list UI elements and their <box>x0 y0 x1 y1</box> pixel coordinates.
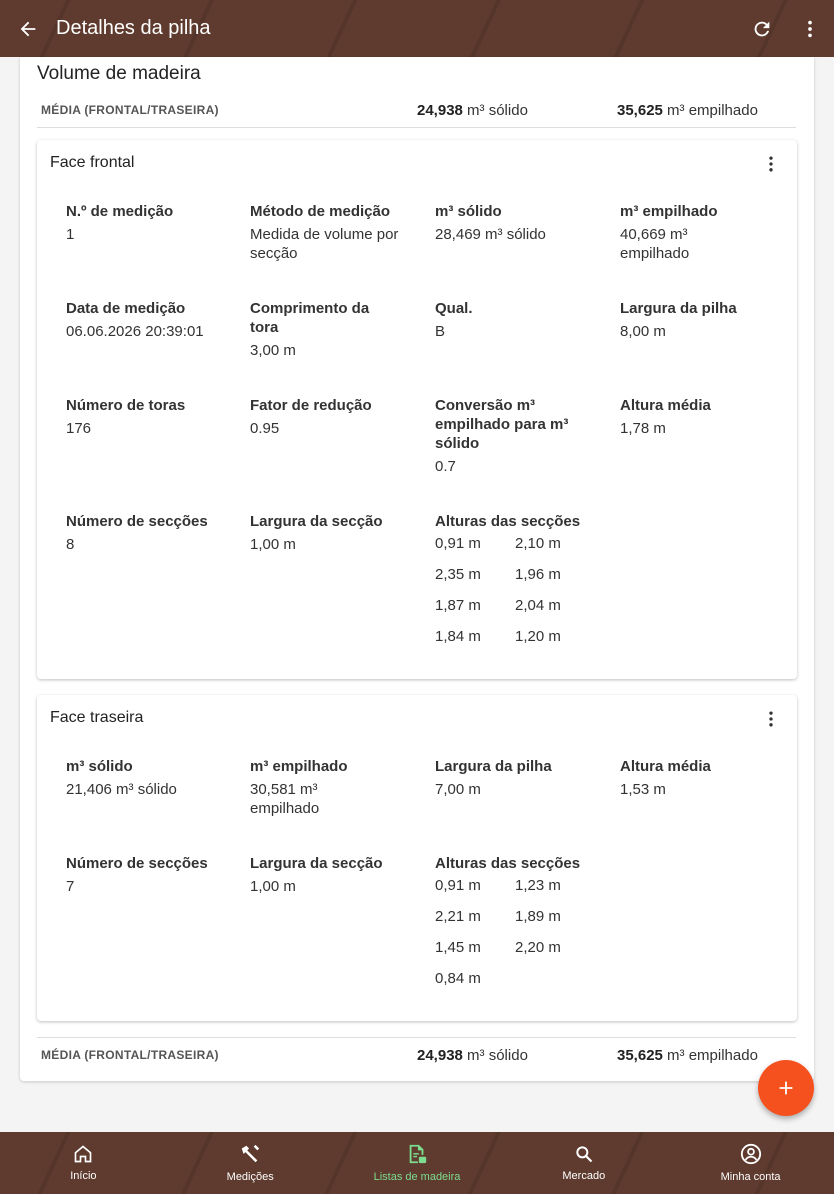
field: m³ empilhado 30,581 m³ empilhado <box>250 758 348 817</box>
average-label: MÉDIA (FRONTAL/TRASEIRA) <box>41 1048 219 1062</box>
add-icon <box>775 1077 797 1099</box>
field: m³ empilhado 40,669 m³ empilhado <box>620 203 718 262</box>
field: Largura da pilha 7,00 m <box>435 758 552 798</box>
section-heights: Alturas das secções <box>435 855 581 872</box>
section-height: 1,96 m <box>515 566 561 583</box>
average-label: MÉDIA (FRONTAL/TRASEIRA) <box>41 103 219 117</box>
more-vert-icon <box>761 709 781 729</box>
bottom-navigation <box>0 1132 834 1194</box>
field: Número de secções 7 <box>66 855 208 895</box>
nav-label: Início <box>70 1170 97 1182</box>
average-row-top <box>20 93 796 127</box>
section-height: 2,20 m <box>515 939 561 956</box>
average-solid: 24,938 m³ sólido <box>417 1046 528 1064</box>
average-row-bottom <box>20 1038 796 1072</box>
field: Fator de redução 0.95 <box>250 397 372 437</box>
nav-label: Listas de madeira <box>373 1171 461 1183</box>
front-face-menu-button[interactable] <box>759 152 783 176</box>
field: Método de medição Medida de volume por secção <box>250 203 399 262</box>
section-height: 1,89 m <box>515 908 561 925</box>
nav-label: Mercado <box>562 1170 606 1182</box>
field: Largura da secção 1,00 m <box>250 513 383 553</box>
section-height: 1,20 m <box>515 628 561 645</box>
refresh-icon <box>751 18 773 40</box>
wood-volume-card <box>20 57 814 1081</box>
back-button[interactable] <box>0 0 56 57</box>
section-height: 0,84 m <box>435 970 481 987</box>
field: Qual. B <box>435 300 473 340</box>
section-height: 1,87 m <box>435 597 481 614</box>
section-height: 2,35 m <box>435 566 481 583</box>
home-icon <box>73 1144 93 1164</box>
search-icon <box>574 1144 594 1164</box>
back-face-card <box>37 695 797 1021</box>
field: Número de toras 176 <box>66 397 186 437</box>
nav-item-home[interactable] <box>0 1132 167 1194</box>
section-height: 0,91 m <box>435 877 481 894</box>
nav-item-market[interactable] <box>500 1132 667 1194</box>
field: Largura da pilha 8,00 m <box>620 300 737 340</box>
volume-title: Volume de madeira <box>37 63 201 84</box>
more-vert-icon <box>761 154 781 174</box>
divider <box>37 127 796 128</box>
nav-label: Minha conta <box>720 1171 781 1183</box>
field: Conversão m³ empilhado para m³ sólido 0.7 <box>435 397 569 475</box>
tools-icon <box>239 1143 261 1165</box>
add-button[interactable] <box>758 1060 814 1116</box>
field: Largura da secção 1,00 m <box>250 855 383 895</box>
nav-label: Medições <box>226 1171 274 1183</box>
account-icon <box>740 1143 762 1165</box>
average-stacked: 35,625 m³ empilhado <box>617 1046 758 1064</box>
field: m³ sólido 28,469 m³ sólido <box>435 203 546 243</box>
page-title: Detalhes da pilha <box>56 17 211 39</box>
section-height: 0,91 m <box>435 535 481 552</box>
section-height: 2,10 m <box>515 535 561 552</box>
refresh-button[interactable] <box>738 0 786 57</box>
back-face-title: Face traseira <box>50 709 144 726</box>
field: Número de secções 8 <box>66 513 208 553</box>
field: N.º de medição 1 <box>66 203 174 243</box>
section-height: 2,21 m <box>435 908 481 925</box>
section-height: 1,23 m <box>515 877 561 894</box>
more-options-button[interactable] <box>786 0 834 57</box>
app-bar <box>0 0 834 57</box>
field: Data de medição 06.06.2026 20:39:01 <box>66 300 204 340</box>
average-stacked: 35,625 m³ empilhado <box>617 101 758 119</box>
nav-item-account[interactable] <box>667 1132 834 1194</box>
front-face-title: Face frontal <box>50 154 135 171</box>
field: Altura média 1,78 m <box>620 397 711 437</box>
section-height: 1,45 m <box>435 939 481 956</box>
field: Altura média 1,53 m <box>620 758 711 798</box>
section-height: 1,84 m <box>435 628 481 645</box>
arrow-back-icon <box>17 18 39 40</box>
section-heights: Alturas das secções <box>435 513 581 530</box>
back-face-menu-button[interactable] <box>759 707 783 731</box>
wood-list-icon <box>406 1143 428 1165</box>
field: Comprimento da tora 3,00 m <box>250 300 370 359</box>
nav-item-wood-lists[interactable] <box>334 1132 501 1194</box>
section-height: 2,04 m <box>515 597 561 614</box>
field: m³ sólido 21,406 m³ sólido <box>66 758 177 798</box>
more-vert-icon <box>799 18 821 40</box>
average-solid: 24,938 m³ sólido <box>417 101 528 119</box>
nav-item-measurements[interactable] <box>167 1132 334 1194</box>
front-face-card <box>37 140 797 679</box>
